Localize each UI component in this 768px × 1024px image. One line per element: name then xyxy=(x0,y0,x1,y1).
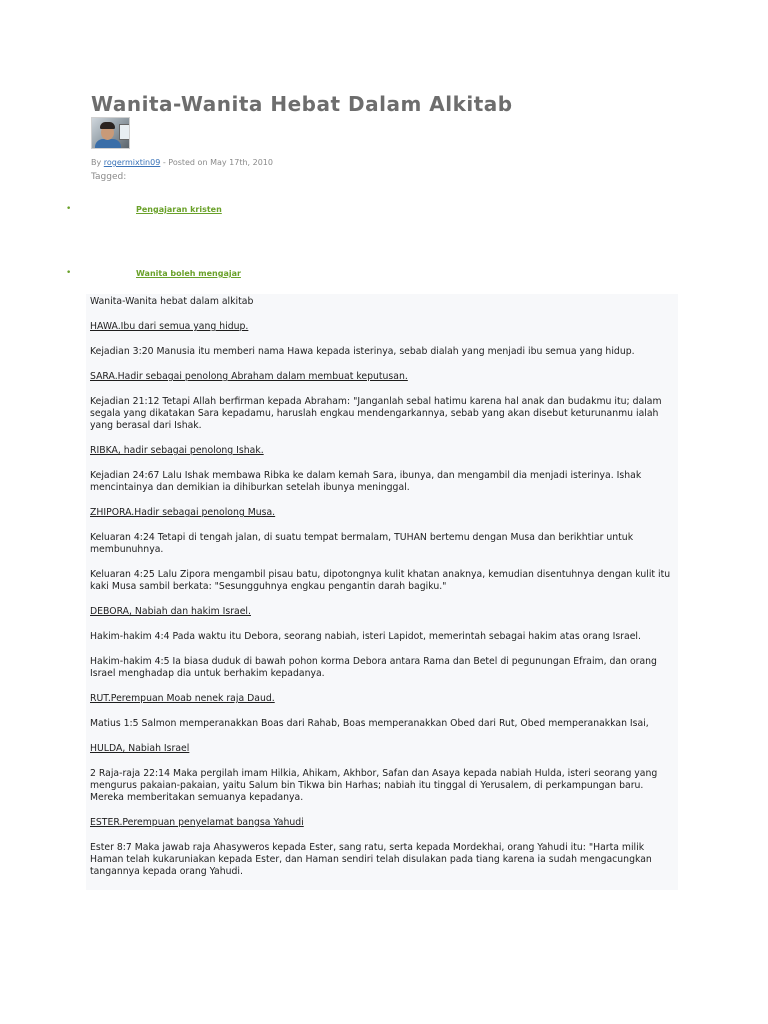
section-heading-ribka: RIBKA, hadir sebagai penolong Ishak. xyxy=(90,445,264,456)
category-link-wanita-boleh-mengajar[interactable]: Wanita boleh mengajar xyxy=(136,269,241,278)
verse-text: Hakim-hakim 4:4 Pada waktu itu Debora, seorang nabiah, isteri Lapidot, memerintah sebagai hakim atas orang Israel. xyxy=(90,631,641,642)
category-link-pengajaran-kristen[interactable]: Pengajaran kristen xyxy=(136,205,222,214)
tagged-label: Tagged: xyxy=(91,172,127,182)
verse-text: Ester 8:7 Maka jawab raja Ahasyweros kepada Ester, sang ratu, serta kepada Mordekhai, orang Yahudi itu: "Harta milik Haman telah kukaruniakan kepada Ester, dan Haman sendiri telah disulakan pada tiang karena ia sudah mengacungkan tangannya kepada orang Yahudi. xyxy=(90,842,652,877)
section-heading-rut: RUT.Perempuan Moab nenek raja Daud. xyxy=(90,693,275,704)
bullet-icon: • xyxy=(66,204,72,214)
posted-date: - Posted on May 17th, 2010 xyxy=(162,158,273,167)
section-heading-hawa: HAWA.Ibu dari semua yang hidup. xyxy=(90,321,249,332)
content-intro: Wanita-Wanita hebat dalam alkitab xyxy=(90,296,254,307)
verse-text: Kejadian 21:12 Tetapi Allah berfirman kepada Abraham: "Janganlah sebal hatimu karena hal anak dan budakmu itu; dalam segala yang dikatakan Sara kepadamu, haruslah engkau mendengarkannya, sebab yang akan disebut keturunanmu ialah yang berasal dari Ishak. xyxy=(90,396,662,431)
section-heading-zhipora: ZHIPORA.Hadir sebagai penolong Musa. xyxy=(90,507,276,518)
section-heading-sara: SARA.Hadir sebagai penolong Abraham dalam membuat keputusan. xyxy=(90,371,408,382)
author-avatar[interactable] xyxy=(91,117,130,149)
verse-text: 2 Raja-raja 22:14 Maka pergilah imam Hilkia, Ahikam, Akhbor, Safan dan Asaya kepada nabiah Hulda, isteri seorang yang mengurus pakaian-pakaian, yaitu Salum bin Tikwa bin Harhas; nabiah itu tinggal di Yerusalem, di perkampungan baru. Mereka memberitakan semuanya kepadanya. xyxy=(90,768,658,803)
section-heading-hulda: HULDA, Nabiah Israel xyxy=(90,743,190,754)
verse-text: Kejadian 3:20 Manusia itu memberi nama Hawa kepada isterinya, sebab dialah yang menjadi ibu semua yang hidup. xyxy=(90,346,635,357)
verse-text: Keluaran 4:24 Tetapi di tengah jalan, di suatu tempat bermalam, TUHAN bertemu dengan Musa dan berikhtiar untuk membunuhnya. xyxy=(90,532,634,555)
verse-text: Kejadian 24:67 Lalu Ishak membawa Ribka ke dalam kemah Sara, ibunya, dan mengambil dia menjadi isterinya. Ishak mencintainya dan demikian ia dihiburkan setelah ibunya meninggal. xyxy=(90,470,642,493)
post-content xyxy=(86,294,678,890)
bullet-icon: • xyxy=(66,268,72,278)
verse-text: Matius 1:5 Salmon memperanakkan Boas dari Rahab, Boas memperanakkan Obed dari Rut, Obed memperanakkan Isai, xyxy=(90,718,649,729)
by-label: By xyxy=(91,158,102,167)
post-meta xyxy=(91,158,273,167)
post-title: Wanita-Wanita Hebat Dalam Alkitab xyxy=(91,92,513,116)
verse-text: Hakim-hakim 4:5 Ia biasa duduk di bawah pohon korma Debora antara Rama dan Betel di pegunungan Efraim, dan orang Israel menghadap dia untuk berhakim kepadanya. xyxy=(90,656,657,679)
section-heading-debora: DEBORA, Nabiah dan hakim Israel. xyxy=(90,606,251,617)
verse-text: Keluaran 4:25 Lalu Zipora mengambil pisau batu, dipotongnya kulit khatan anaknya, kemudian disentuhnya dengan kulit itu kaki Musa sambil berkata: "Sesungguhnya engkau pengantin darah bagiku." xyxy=(90,569,671,592)
section-heading-ester: ESTER.Perempuan penyelamat bangsa Yahudi xyxy=(90,817,304,828)
author-link[interactable]: rogermixtin09 xyxy=(103,158,161,167)
